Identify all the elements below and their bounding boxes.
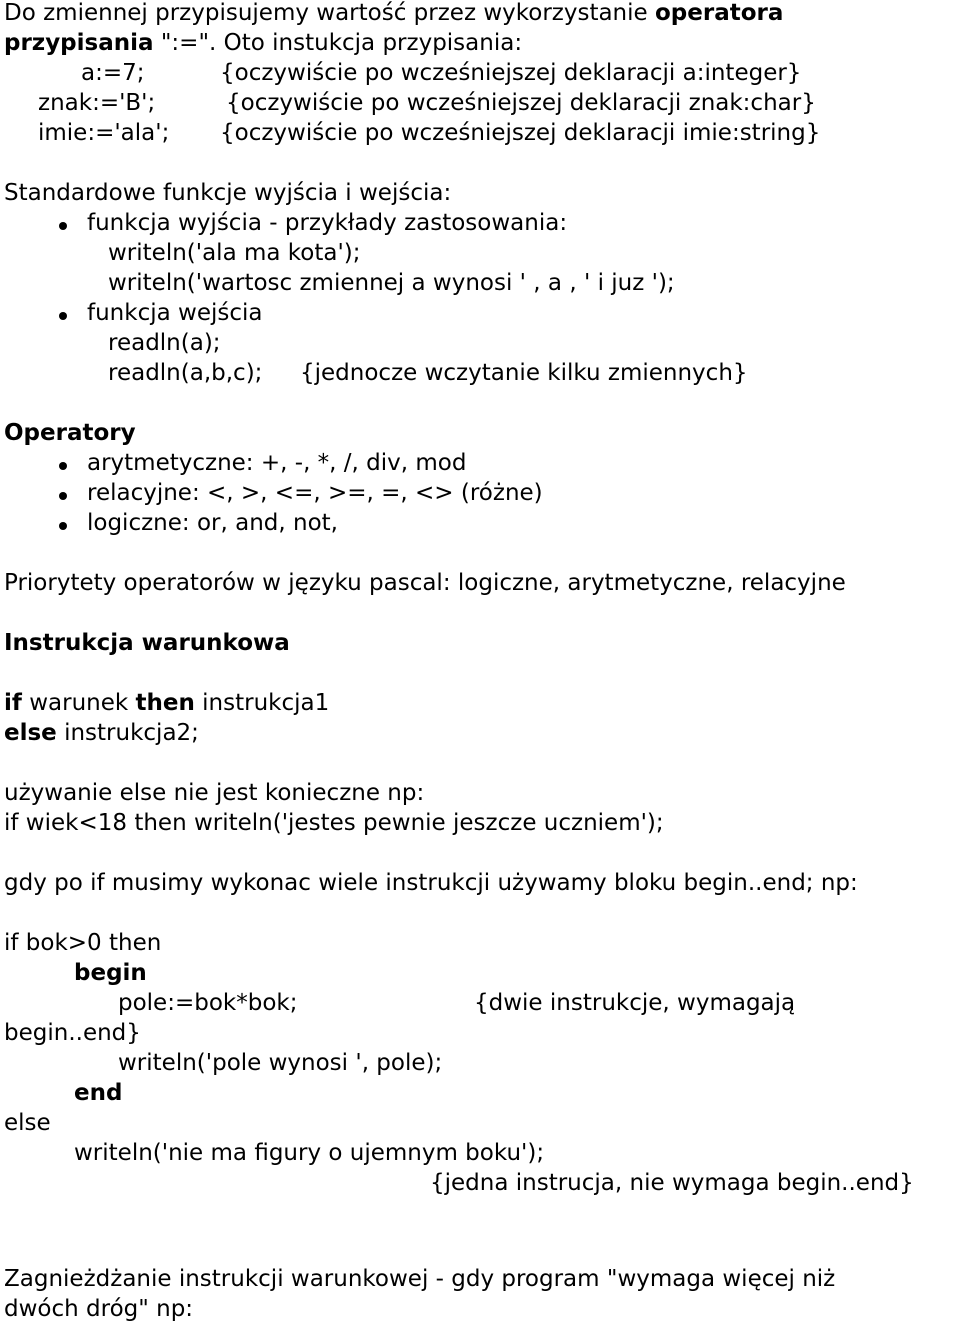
keyword-else: else (4, 720, 57, 746)
conditional-heading: Instrukcja warunkowa (4, 630, 290, 656)
priority-text: Priorytety operatorów w języku pascal: logiczne, arytmetyczne, relacyjne (4, 570, 846, 596)
bullet-icon (59, 522, 67, 530)
syntax-instrukcja2: instrukcja2; (56, 720, 199, 746)
keyword-end: end (74, 1080, 123, 1106)
io-output-item: funkcja wyjścia - przykłady zastosowania: (87, 210, 568, 236)
operators-heading: Operatory (4, 420, 136, 446)
keyword-else-example: else (4, 1110, 51, 1136)
else-example: if wiek<18 then writeln('jestes pewnie jeszcze uczniem'); (4, 810, 664, 836)
nesting-text-line-1: Zagnieżdżanie instrukcji warunkowej - gdy program "wymaga więcej niż (4, 1266, 836, 1292)
conditional-else-line (4, 718, 199, 748)
syntax-instrukcja1: instrukcja1 (194, 690, 330, 716)
syntax-warunek: warunek (21, 690, 136, 716)
conditional-syntax-line (4, 688, 329, 718)
operator-item: logiczne: or, and, not, (87, 510, 338, 536)
example-statement: writeln('nie ma figury o ujemnym boku'); (74, 1140, 545, 1166)
example-statement: writeln('pole wynosi ', pole); (118, 1050, 443, 1076)
assignment-code: imie:='ala'; (38, 120, 170, 146)
assignment-comment: {oczywiście po wcześniejszej deklaracji a:integer} (220, 60, 802, 86)
intro-line-1 (4, 0, 783, 28)
bullet-icon (59, 492, 67, 500)
bullet-icon (59, 222, 67, 230)
else-note: używanie else nie jest konieczne np: (4, 780, 425, 806)
operator-item: arytmetyczne: +, -, *, /, div, mod (87, 450, 467, 476)
nesting-text-line-2: dwóch dróg" np: (4, 1296, 194, 1322)
assignment-code: znak:='B'; (38, 90, 156, 116)
io-input-example: readln(a); (108, 330, 221, 356)
io-output-example: writeln('ala ma kota'); (108, 240, 361, 266)
block-note: gdy po if musimy wykonac wiele instrukcji używamy bloku begin..end; np: (4, 870, 858, 896)
io-heading: Standardowe funkcje wyjścia i wejścia: (4, 180, 452, 206)
assignment-code: a:=7; (81, 60, 145, 86)
io-input-example-code: readln(a,b,c); (108, 360, 263, 386)
io-output-example: writeln('wartosc zmiennej a wynosi ' , a , ' i juz '); (108, 270, 675, 296)
example-comment-cont: begin..end} (4, 1020, 141, 1046)
bullet-icon (59, 312, 67, 320)
io-input-example-comment: {jednocze wczytanie kilku zmiennych} (300, 360, 748, 386)
intro-text-2: ":=". Oto instukcja przypisania: (153, 30, 523, 56)
operator-item: relacyjne: <, >, <=, >=, =, <> (różne) (87, 480, 543, 506)
intro-bold-przypisania: przypisania (4, 30, 154, 56)
example-comment: {jedna instrucja, nie wymaga begin..end} (430, 1170, 914, 1196)
example-statement: pole:=bok*bok; (118, 990, 298, 1016)
example-comment: {dwie instrukcje, wymagają (474, 990, 796, 1016)
intro-bold-operatora: operatora (655, 0, 784, 26)
intro-line-2 (4, 28, 522, 58)
example-if-line: if bok>0 then (4, 930, 162, 956)
intro-text: Do zmiennej przypisujemy wartość przez wykorzystanie (4, 0, 655, 26)
keyword-then: then (135, 690, 195, 716)
bullet-icon (59, 462, 67, 470)
keyword-begin: begin (74, 960, 147, 986)
assignment-comment: {oczywiście po wcześniejszej deklaracji znak:char} (226, 90, 816, 116)
io-input-item: funkcja wejścia (87, 300, 263, 326)
assignment-comment: {oczywiście po wcześniejszej deklaracji imie:string} (220, 120, 821, 146)
keyword-if: if (4, 690, 22, 716)
